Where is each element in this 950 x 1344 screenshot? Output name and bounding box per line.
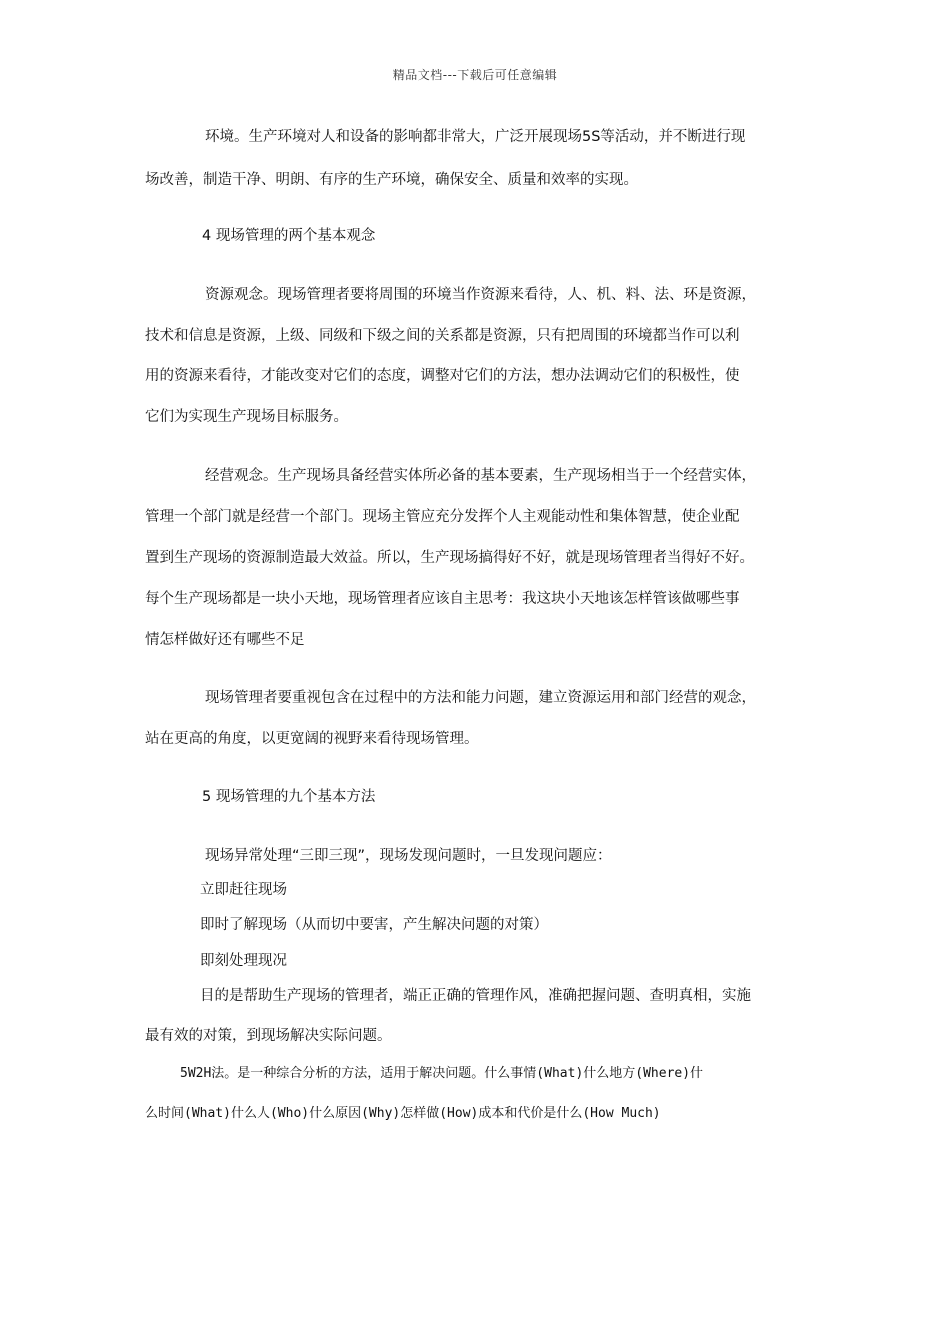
paragraph-line: 技术和信息是资源，上级、同级和下级之间的关系都是资源，只有把周围的环境都当作可以利: [145, 328, 740, 344]
page-header: 精品文档---下载后可任意编辑: [392, 68, 558, 82]
paragraph-line: 情怎样做好还有哪些不足: [145, 632, 305, 648]
paragraph-line: 用的资源来看待，才能改变对它们的态度，调整对它们的方法，想办法调动它们的积极性，使: [145, 368, 740, 384]
paragraph-line: 5W2H法。是一种综合分析的方法，适用于解决问题。什么事情(What)什么地方(Where)什: [180, 1066, 704, 1081]
paragraph-line: 经营观念。生产现场具备经营实体所必备的基本要素，生产现场相当于一个经营实体，: [205, 468, 756, 484]
paragraph-line: 站在更高的角度，以更宽阔的视野来看待现场管理。: [145, 731, 479, 747]
paragraph-line: 它们为实现生产现场目标服务。: [145, 409, 348, 425]
paragraph-line: 置到生产现场的资源制造最大效益。所以，生产现场搞得好不好，就是现场管理者当得好不好。: [145, 550, 754, 566]
paragraph-line: 么时间(What)什么人(Who)什么原因(Why)怎样做(How)成本和代价是什么(How Much): [145, 1106, 661, 1121]
section-heading: 5 现场管理的九个基本方法: [202, 789, 376, 805]
paragraph-line: 每个生产现场都是一块小天地，现场管理者应该自主思考：我这块小天地该怎样管该做哪些事: [145, 591, 740, 607]
paragraph-line: 环境。生产环境对人和设备的影响都非常大，广泛开展现场5S等活动，并不断进行现: [205, 129, 746, 145]
list-item: 即刻处理现况: [200, 953, 287, 969]
paragraph-line: 目的是帮助生产现场的管理者，端正正确的管理作风，准确把握问题、查明真相，实施: [200, 988, 751, 1004]
paragraph-line: 现场异常处理“三即三现”，现场发现问题时，一旦发现问题应：: [205, 848, 612, 864]
section-heading: 4 现场管理的两个基本观念: [202, 228, 376, 244]
list-item: 即时了解现场（从而切中要害，产生解决问题的对策）: [200, 917, 548, 933]
paragraph-line: 管理一个部门就是经营一个部门。现场主管应充分发挥个人主观能动性和集体智慧，使企业配: [145, 509, 740, 525]
paragraph-line: 现场管理者要重视包含在过程中的方法和能力问题，建立资源运用和部门经营的观念，: [205, 690, 756, 706]
paragraph-line: 最有效的对策，到现场解决实际问题。: [145, 1028, 392, 1044]
paragraph-line: 资源观念。现场管理者要将周围的环境当作资源来看待，人、机、料、法、环是资源，: [205, 287, 756, 303]
list-item: 立即赶往现场: [200, 882, 287, 898]
paragraph-line: 场改善，制造干净、明朗、有序的生产环境，确保安全、质量和效率的实现。: [145, 172, 638, 188]
